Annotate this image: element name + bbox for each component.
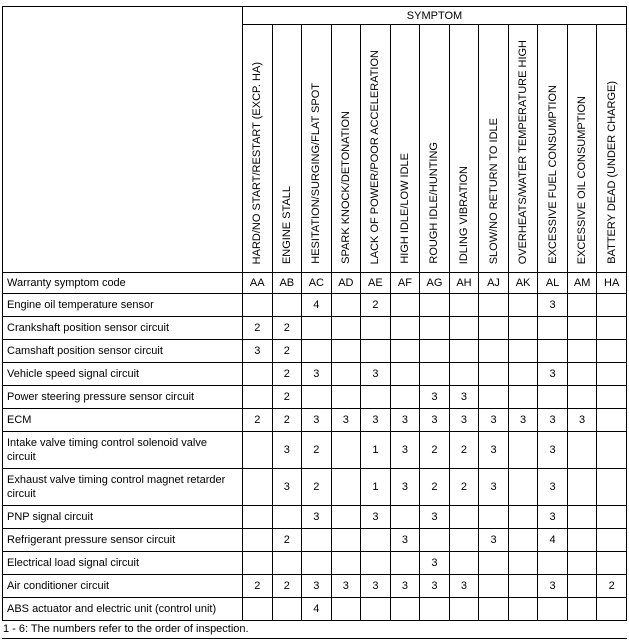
column-header-AF <box>390 25 420 273</box>
symptom-code-cell: HA <box>597 273 627 294</box>
inspection-order-cell <box>420 363 450 386</box>
table-row <box>3 363 627 386</box>
column-header-label: HARD/NO START/RESTART (EXCP. HA) <box>251 61 264 264</box>
inspection-order-cell: 2 <box>272 317 302 340</box>
inspection-order-cell: 3 <box>538 506 568 529</box>
inspection-order-cell <box>420 317 450 340</box>
inspection-order-cell <box>420 294 450 317</box>
inspection-order-cell: 3 <box>302 363 332 386</box>
inspection-order-cell: 1 <box>361 469 391 506</box>
inspection-order-cell <box>331 469 361 506</box>
column-header-AL <box>538 25 568 273</box>
table-row <box>3 575 627 598</box>
symptom-code-cell: AE <box>361 273 391 294</box>
inspection-order-cell <box>508 552 538 575</box>
inspection-order-cell <box>508 575 538 598</box>
row-label: Crankshaft position sensor circuit <box>3 317 243 340</box>
inspection-order-cell <box>272 506 302 529</box>
column-header-AJ <box>479 25 509 273</box>
inspection-order-cell <box>538 340 568 363</box>
table-row <box>3 529 627 552</box>
inspection-order-cell: 3 <box>538 294 568 317</box>
inspection-order-cell <box>567 598 597 621</box>
column-header-label: BATTERY DEAD (UNDER CHARGE) <box>605 81 618 264</box>
symptom-code-cell: AK <box>508 273 538 294</box>
inspection-order-cell <box>243 598 273 621</box>
inspection-order-cell <box>331 598 361 621</box>
footnote: 1 - 6: The numbers refer to the order of inspection. <box>3 623 249 635</box>
inspection-order-cell <box>567 363 597 386</box>
inspection-order-cell <box>331 340 361 363</box>
inspection-order-cell <box>597 294 627 317</box>
inspection-order-cell: 2 <box>420 432 450 469</box>
inspection-order-cell: 3 <box>479 529 509 552</box>
inspection-order-cell: 3 <box>390 469 420 506</box>
inspection-order-cell <box>331 386 361 409</box>
inspection-order-cell: 3 <box>538 409 568 432</box>
inspection-order-cell <box>243 552 273 575</box>
table-row <box>3 598 627 621</box>
inspection-order-cell <box>243 294 273 317</box>
inspection-order-cell <box>508 340 538 363</box>
inspection-order-cell <box>361 317 391 340</box>
inspection-order-cell <box>508 598 538 621</box>
inspection-order-cell: 3 <box>390 529 420 552</box>
inspection-order-cell <box>243 506 273 529</box>
column-header-AE <box>361 25 391 273</box>
column-header-AK <box>508 25 538 273</box>
column-header-AC <box>302 25 332 273</box>
inspection-order-cell: 2 <box>243 409 273 432</box>
inspection-order-cell <box>390 363 420 386</box>
inspection-order-cell: 3 <box>331 575 361 598</box>
inspection-order-cell <box>302 529 332 552</box>
symptom-code-cell: AB <box>272 273 302 294</box>
inspection-order-cell <box>597 317 627 340</box>
inspection-order-cell <box>390 598 420 621</box>
inspection-order-cell <box>302 552 332 575</box>
inspection-order-cell <box>331 552 361 575</box>
inspection-order-cell <box>243 432 273 469</box>
inspection-order-cell <box>597 363 627 386</box>
row-label: Refrigerant pressure sensor circuit <box>3 529 243 552</box>
inspection-order-cell <box>479 598 509 621</box>
column-header-HA <box>597 25 627 273</box>
inspection-order-cell: 3 <box>420 506 450 529</box>
inspection-order-cell: 3 <box>420 409 450 432</box>
symptom-header: SYMPTOM <box>243 7 627 25</box>
row-label: Air conditioner circuit <box>3 575 243 598</box>
inspection-order-cell <box>302 340 332 363</box>
inspection-order-cell: 2 <box>272 409 302 432</box>
inspection-order-cell: 2 <box>449 432 479 469</box>
inspection-order-cell <box>331 363 361 386</box>
inspection-order-cell: 2 <box>272 575 302 598</box>
table-row <box>3 386 627 409</box>
inspection-order-cell: 3 <box>479 432 509 469</box>
inspection-order-cell <box>479 506 509 529</box>
column-header-label: LACK OF POWER/POOR ACCELERATION <box>369 49 382 264</box>
inspection-order-cell <box>597 469 627 506</box>
inspection-order-cell <box>479 363 509 386</box>
inspection-order-cell: 2 <box>302 432 332 469</box>
inspection-order-cell <box>243 469 273 506</box>
inspection-order-cell: 3 <box>390 409 420 432</box>
inspection-order-cell: 3 <box>302 409 332 432</box>
table-row <box>3 552 627 575</box>
symptom-code-cell: AM <box>567 273 597 294</box>
inspection-order-cell <box>420 529 450 552</box>
inspection-order-cell <box>479 317 509 340</box>
symptom-code-cell: AD <box>331 273 361 294</box>
inspection-order-cell <box>390 506 420 529</box>
inspection-order-cell <box>420 340 450 363</box>
inspection-order-cell: 3 <box>420 575 450 598</box>
column-header-AH <box>449 25 479 273</box>
row-label: Camshaft position sensor circuit <box>3 340 243 363</box>
inspection-order-cell <box>597 552 627 575</box>
column-header-label: ROUGH IDLE/HUNTING <box>428 142 441 264</box>
inspection-order-cell <box>331 294 361 317</box>
inspection-order-cell <box>420 598 450 621</box>
inspection-order-cell: 2 <box>272 340 302 363</box>
inspection-order-cell <box>361 552 391 575</box>
inspection-order-cell <box>479 552 509 575</box>
column-header-AM <box>567 25 597 273</box>
row-label: Power steering pressure sensor circuit <box>3 386 243 409</box>
row-label: Electrical load signal circuit <box>3 552 243 575</box>
inspection-order-cell: 3 <box>538 363 568 386</box>
inspection-order-cell: 3 <box>272 469 302 506</box>
column-header-label: OVERHEATS/WATER TEMPERATURE HIGH <box>517 39 530 264</box>
inspection-order-cell: 3 <box>449 386 479 409</box>
inspection-order-cell: 3 <box>272 432 302 469</box>
table-row <box>3 294 627 317</box>
inspection-order-cell <box>331 529 361 552</box>
inspection-order-cell <box>361 340 391 363</box>
inspection-order-cell: 3 <box>361 363 391 386</box>
inspection-order-cell: 3 <box>390 432 420 469</box>
column-header-label: HIGH IDLE/LOW IDLE <box>398 153 411 264</box>
row-label: Intake valve timing control solenoid valve circuit <box>3 432 243 469</box>
inspection-order-cell: 3 <box>420 552 450 575</box>
inspection-order-cell <box>331 317 361 340</box>
inspection-order-cell <box>508 294 538 317</box>
column-header-label: EXCESSIVE OIL CONSUMPTION <box>576 95 589 264</box>
inspection-order-cell <box>508 469 538 506</box>
inspection-order-cell <box>508 529 538 552</box>
symptom-code-cell: AG <box>420 273 450 294</box>
inspection-order-cell: 3 <box>479 409 509 432</box>
inspection-order-cell: 2 <box>272 363 302 386</box>
row-label: Vehicle speed signal circuit <box>3 363 243 386</box>
inspection-order-cell <box>390 317 420 340</box>
inspection-order-cell <box>508 363 538 386</box>
symptom-code-cell: AJ <box>479 273 509 294</box>
column-header-AB <box>272 25 302 273</box>
inspection-order-cell: 4 <box>302 598 332 621</box>
inspection-order-cell <box>243 386 273 409</box>
inspection-order-cell <box>508 432 538 469</box>
inspection-order-cell <box>567 432 597 469</box>
symptom-code-cell: AL <box>538 273 568 294</box>
column-header-label: SPARK KNOCK/DETONATION <box>339 111 352 264</box>
inspection-order-cell: 3 <box>243 340 273 363</box>
inspection-order-cell <box>272 598 302 621</box>
column-header-label: ENGINE STALL <box>280 185 293 264</box>
inspection-order-cell: 3 <box>538 432 568 469</box>
row-label: Exhaust valve timing control magnet retarder circuit <box>3 469 243 506</box>
inspection-order-cell <box>243 363 273 386</box>
inspection-order-cell: 3 <box>538 575 568 598</box>
column-header-AD <box>331 25 361 273</box>
inspection-order-cell <box>361 386 391 409</box>
inspection-order-cell <box>567 340 597 363</box>
table-row <box>3 340 627 363</box>
table-row <box>3 317 627 340</box>
inspection-order-cell: 3 <box>479 469 509 506</box>
inspection-order-cell <box>449 552 479 575</box>
inspection-order-cell: 2 <box>243 575 273 598</box>
inspection-order-cell <box>449 529 479 552</box>
inspection-order-cell <box>449 340 479 363</box>
inspection-order-cell: 3 <box>361 409 391 432</box>
inspection-order-cell <box>272 552 302 575</box>
table-row <box>3 409 627 432</box>
inspection-order-cell <box>331 432 361 469</box>
symptom-header-row <box>3 7 627 25</box>
inspection-order-cell <box>567 506 597 529</box>
inspection-order-cell <box>361 529 391 552</box>
inspection-order-cell <box>479 294 509 317</box>
bottom-rule <box>2 638 627 639</box>
inspection-order-cell: 3 <box>449 409 479 432</box>
warranty-code-row <box>3 273 627 294</box>
inspection-order-cell <box>508 386 538 409</box>
inspection-order-cell <box>449 317 479 340</box>
inspection-order-cell <box>449 363 479 386</box>
column-header-label: EXCESSIVE FUEL CONSUMPTION <box>546 85 559 264</box>
inspection-order-cell <box>597 598 627 621</box>
inspection-order-cell <box>597 529 627 552</box>
inspection-order-cell <box>567 386 597 409</box>
inspection-order-cell <box>538 552 568 575</box>
column-header-label: IDLING VIBRATION <box>457 165 470 264</box>
inspection-order-cell <box>479 386 509 409</box>
inspection-order-cell: 3 <box>390 575 420 598</box>
inspection-order-cell <box>390 552 420 575</box>
inspection-order-cell <box>538 598 568 621</box>
inspection-order-cell: 3 <box>420 386 450 409</box>
inspection-order-cell: 2 <box>597 575 627 598</box>
column-header-AA <box>243 25 273 273</box>
inspection-order-cell <box>243 529 273 552</box>
inspection-order-cell <box>449 598 479 621</box>
inspection-order-cell: 2 <box>449 469 479 506</box>
inspection-order-cell <box>567 294 597 317</box>
inspection-order-cell: 2 <box>272 529 302 552</box>
inspection-order-cell <box>597 386 627 409</box>
inspection-order-cell: 1 <box>361 432 391 469</box>
inspection-order-cell: 3 <box>331 409 361 432</box>
inspection-order-cell: 4 <box>302 294 332 317</box>
table-row <box>3 506 627 529</box>
symptom-code-cell: AF <box>390 273 420 294</box>
inspection-order-cell <box>390 340 420 363</box>
row-label: ECM <box>3 409 243 432</box>
inspection-order-cell: 2 <box>361 294 391 317</box>
inspection-order-cell <box>538 317 568 340</box>
inspection-order-cell: 2 <box>302 469 332 506</box>
inspection-order-cell: 3 <box>508 409 538 432</box>
inspection-order-cell <box>597 506 627 529</box>
inspection-order-cell <box>597 340 627 363</box>
row-label: Warranty symptom code <box>3 273 243 294</box>
inspection-order-cell: 3 <box>538 469 568 506</box>
inspection-order-cell <box>567 529 597 552</box>
inspection-order-cell: 3 <box>449 575 479 598</box>
row-label: ABS actuator and electric unit (control unit) <box>3 598 243 621</box>
symptom-code-cell: AA <box>243 273 273 294</box>
inspection-order-cell: 2 <box>243 317 273 340</box>
inspection-order-cell <box>597 409 627 432</box>
symptom-code-cell: AH <box>449 273 479 294</box>
inspection-order-cell <box>331 506 361 529</box>
inspection-order-cell <box>567 552 597 575</box>
inspection-order-cell <box>302 386 332 409</box>
table-row <box>3 432 627 469</box>
table-row <box>3 469 627 506</box>
inspection-order-cell <box>479 575 509 598</box>
inspection-order-cell: 3 <box>302 506 332 529</box>
inspection-order-cell <box>538 386 568 409</box>
inspection-order-cell <box>449 506 479 529</box>
inspection-order-cell <box>361 598 391 621</box>
inspection-order-cell <box>597 432 627 469</box>
inspection-order-cell: 3 <box>302 575 332 598</box>
inspection-order-cell: 2 <box>272 386 302 409</box>
inspection-order-cell: 4 <box>538 529 568 552</box>
inspection-order-cell: 2 <box>420 469 450 506</box>
inspection-order-cell <box>567 469 597 506</box>
symptom-code-cell: AC <box>302 273 332 294</box>
corner-cell <box>3 7 243 273</box>
column-header-label: HESITATION/SURGING/FLAT SPOT <box>310 83 323 264</box>
inspection-order-cell: 3 <box>567 409 597 432</box>
inspection-order-cell <box>449 294 479 317</box>
row-label: PNP signal circuit <box>3 506 243 529</box>
inspection-order-cell: 3 <box>361 575 391 598</box>
inspection-order-cell <box>390 386 420 409</box>
inspection-order-cell <box>272 294 302 317</box>
inspection-order-cell: 3 <box>361 506 391 529</box>
column-header-label: SLOW/NO RETURN TO IDLE <box>487 117 500 264</box>
inspection-order-cell <box>508 506 538 529</box>
symptom-diagnosis-table <box>2 6 627 621</box>
inspection-order-cell <box>302 317 332 340</box>
inspection-order-cell <box>390 294 420 317</box>
inspection-order-cell <box>567 317 597 340</box>
inspection-order-cell <box>508 317 538 340</box>
inspection-order-cell <box>567 575 597 598</box>
inspection-order-cell <box>479 340 509 363</box>
column-header-AG <box>420 25 450 273</box>
row-label: Engine oil temperature sensor <box>3 294 243 317</box>
